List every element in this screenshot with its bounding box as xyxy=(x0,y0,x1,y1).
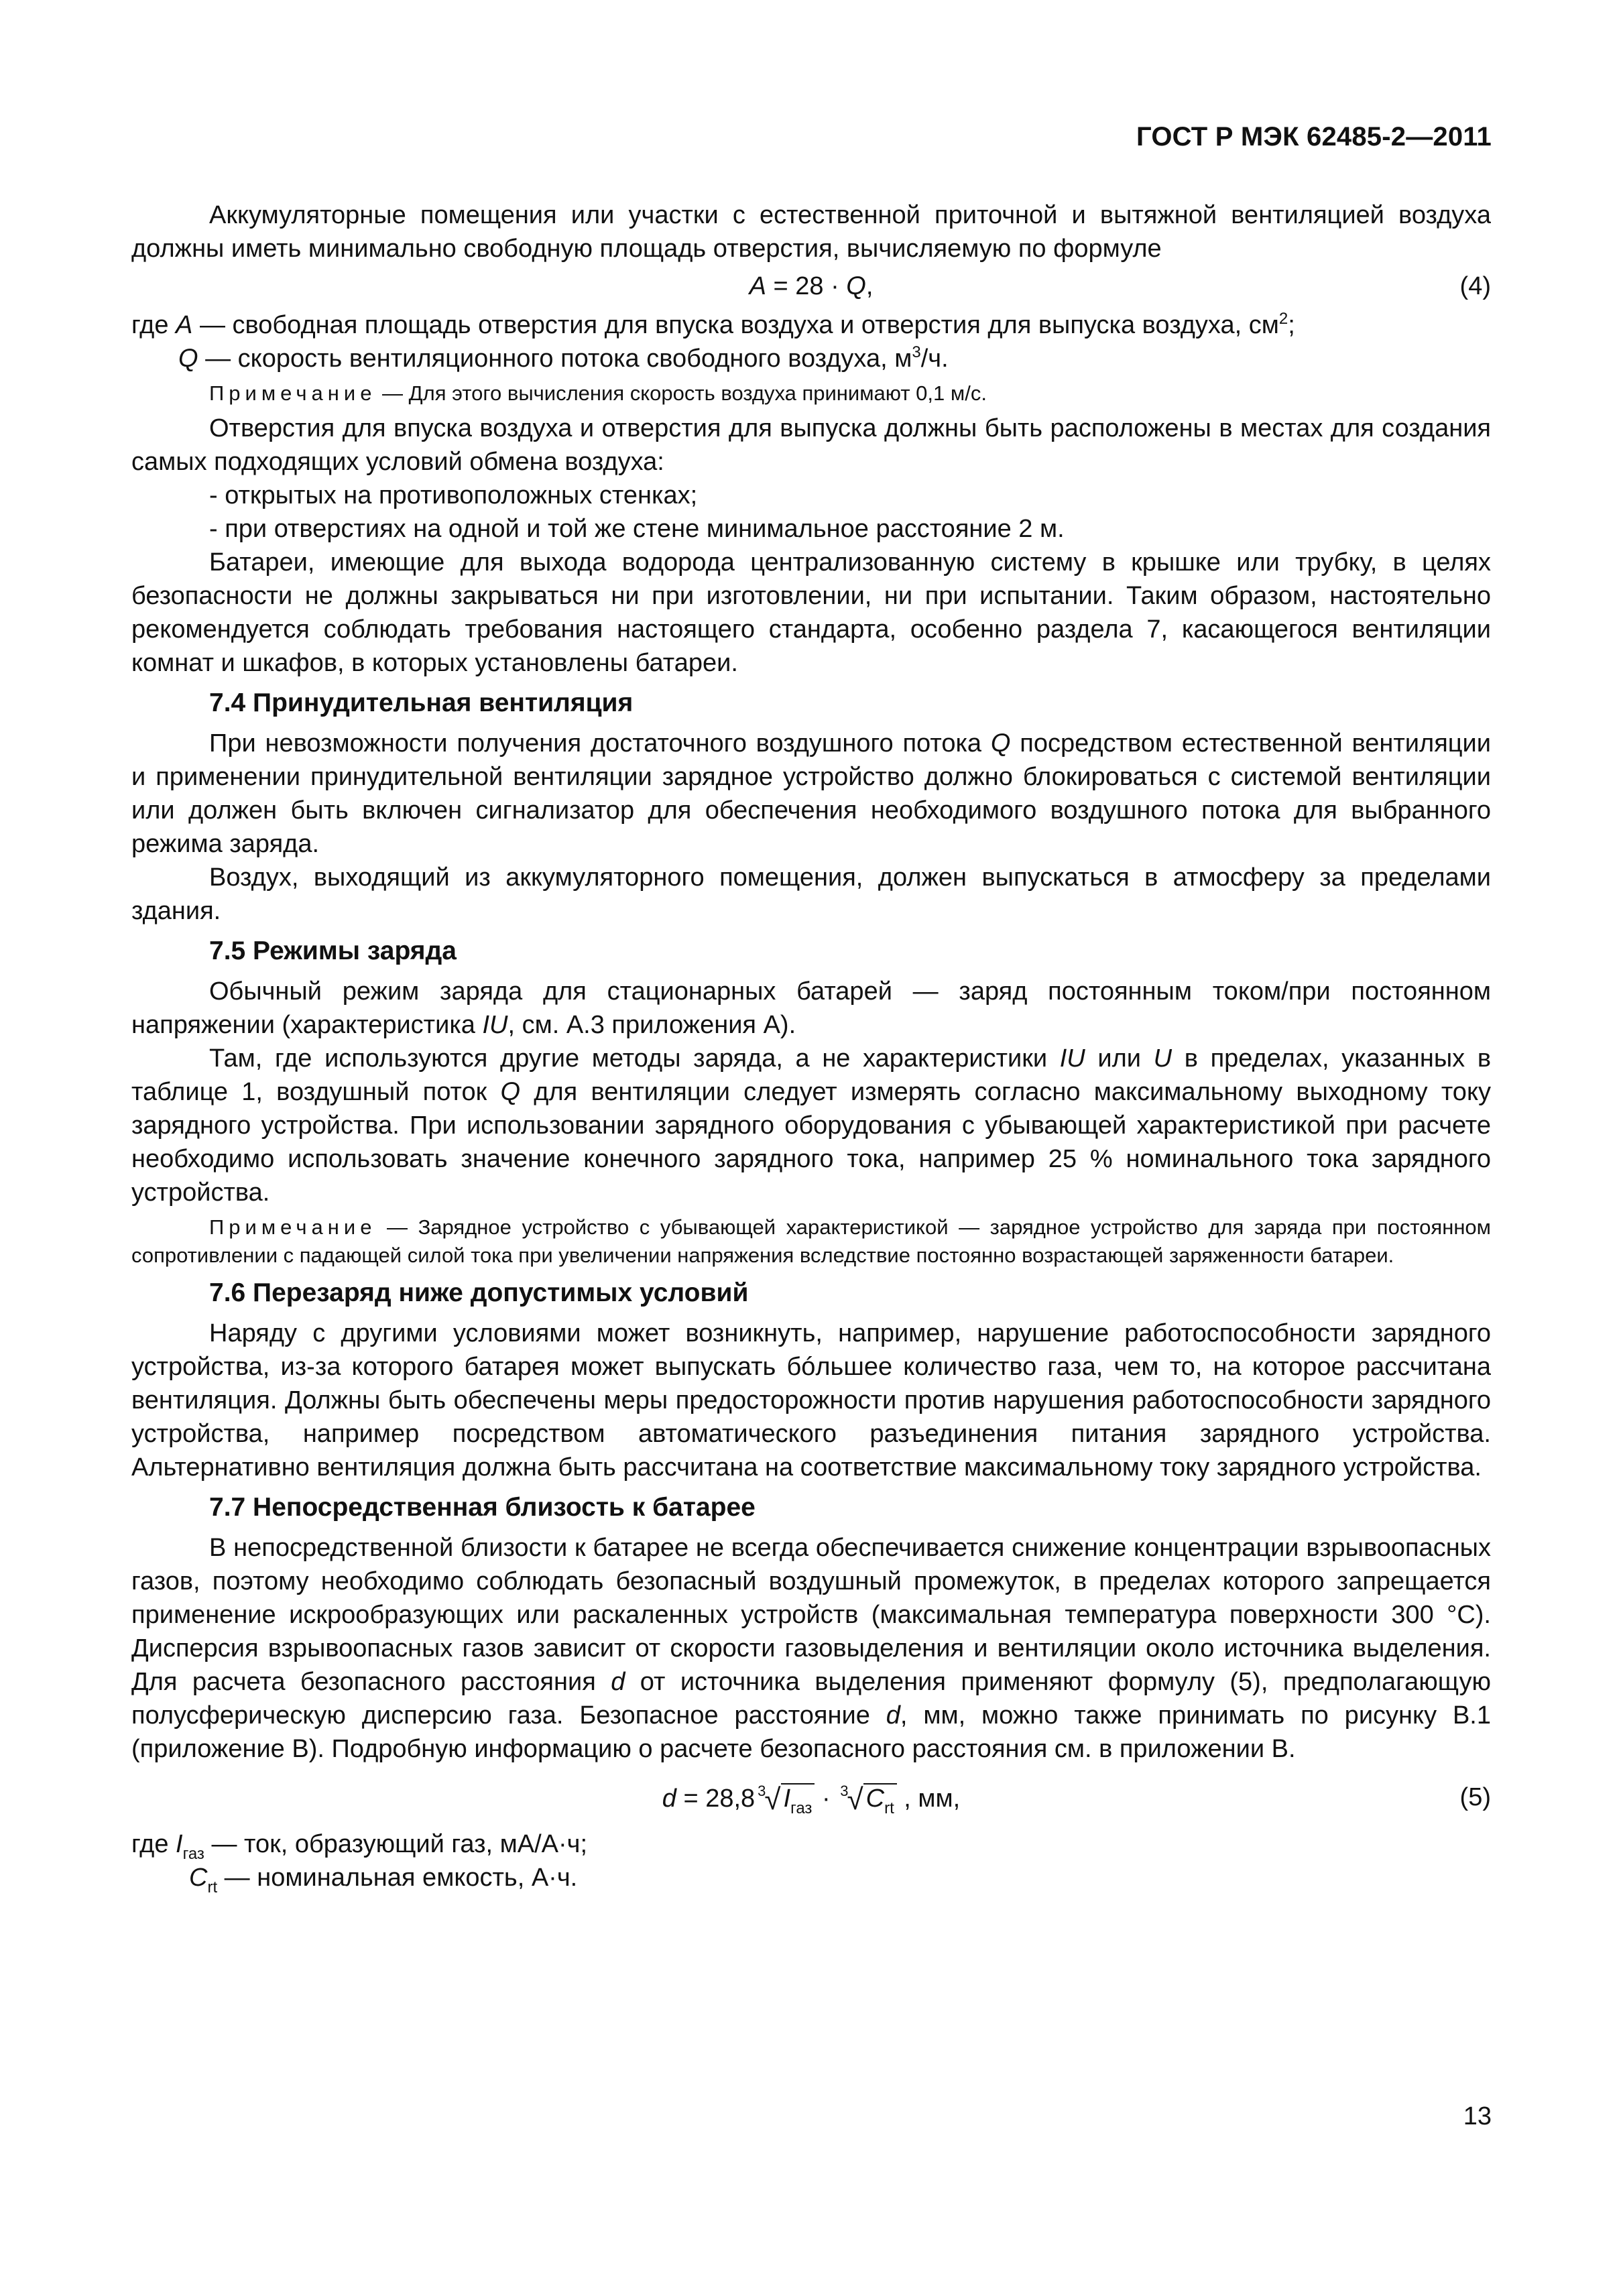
document-body xyxy=(131,198,1491,1894)
paragraph-exhaust-air: Воздух, выходящий из аккумуляторного помещения, должен выпускаться в атмосферу за пределами здания. xyxy=(131,863,1491,925)
paragraph-forced-ventilation: При невозможности получения достаточного воздушного потока Q посредством естественной вентиляции и применении принудительной вентиляции зарядное устройство должно блокироваться с системой вентиляции или должен быть включен сигнализатор для обеспечения необходимого воздушного потока для выбранного режима заряда. xyxy=(131,729,1491,858)
note-2-text: — Зарядное устройство с убывающей характеристикой — зарядное устройство для заряда при постоянном сопротивлении с падающей силой тока при увеличении напряжения вследствие постоянно возрастающей заряженности батареи. xyxy=(131,1215,1491,1267)
legend-row-q xyxy=(131,342,1491,375)
root-radicand-current xyxy=(781,1783,815,1817)
section-heading-7-7: 7.7 Непосредственная близость к батарее xyxy=(209,1493,756,1522)
list-item-same-wall: - при отверстиях на одной и той же стене минимальное расстояние 2 м. xyxy=(209,515,1065,543)
paragraph-charge-mode: Обычный режим заряда для стационарных батарей — заряд постоянным током/при постоянном напряжении (характеристика IU, см. А.3 приложения А). xyxy=(131,977,1491,1039)
document-header: ГОСТ Р МЭК 62485-2—2011 xyxy=(1136,122,1492,152)
formula-4-expression xyxy=(131,267,1491,306)
formula-5-number: (5) xyxy=(1459,1783,1491,1811)
formula-5-lhs: d xyxy=(662,1785,676,1813)
formula-5-eq: = 28,8 xyxy=(676,1785,756,1813)
legend-end-q: /ч. xyxy=(920,345,949,373)
legend-lead: где xyxy=(131,311,169,339)
legend-lead: где xyxy=(131,1830,169,1858)
legend-symbol-i: I xyxy=(176,1830,183,1858)
legend-text-a: — свободная площадь отверстия для впуска воздуха и отверстия для выпуска воздуха, см xyxy=(192,311,1279,339)
paragraph-centralized-system: Батареи, имеющие для выхода водорода централизованную систему в крышке или трубку, в целях безопасности не должны закрываться ни при изготовлении, ни при испытании. Таким образом, настоятельно рекомендуется соблюдать требования настоящего стандарта, особенно раздела 7, касающегося вентиляции комнат и шкафов, в которых установлены батареи. xyxy=(131,548,1491,677)
paragraph-other-methods: Там, где используются другие методы заряда, а не характеристики IU или U в пределах, указанных в таблице 1, воздушный поток Q для вентиляции следует измерять согласно максимальному выходному току зарядного устройства. При использовании зарядного оборудования с убывающей характеристикой при расчете необходимо использовать значение конечного зарядного тока, например 25 % номинального тока зарядного устройства. xyxy=(131,1044,1492,1207)
legend-row-c xyxy=(131,1861,1491,1894)
legend-row-a xyxy=(131,308,1491,342)
note-1-label: Примечание xyxy=(209,381,377,405)
legend-unit-sup-a: 2 xyxy=(1278,310,1288,328)
note-1-text: — Для этого вычисления скорость воздуха принимают 0,1 м/с. xyxy=(376,381,987,405)
formula-4-tail: , xyxy=(865,272,874,300)
formula-4-lhs: A xyxy=(749,272,766,300)
legend-text-i: — ток, образующий газ, мА/А·ч; xyxy=(204,1830,588,1858)
legend-text-c: — номинальная емкость, А·ч. xyxy=(217,1864,578,1892)
legend-row-i xyxy=(131,1827,1491,1861)
legend-symbol-c: C xyxy=(189,1864,208,1892)
root-radicand-capacity xyxy=(863,1783,897,1817)
symbol-i-sub: газ xyxy=(790,1799,813,1817)
symbol-c: C xyxy=(865,1785,885,1813)
formula-4-mid: = 28 · xyxy=(766,272,847,300)
legend-symbol-c-sub: rt xyxy=(207,1878,218,1896)
note-2-label: Примечание xyxy=(209,1215,377,1239)
legend-symbol-i-sub: газ xyxy=(182,1845,204,1863)
formula-5-legend xyxy=(131,1827,1491,1894)
formula-5-tail: , мм, xyxy=(896,1785,961,1813)
paragraph-natural-ventilation: Аккумуляторные помещения или участки с естественной приточной и вытяжной вентиляцией воздуха должны иметь минимально свободную площадь отверстия, вычисляемую по формуле xyxy=(131,201,1491,263)
formula-4-q: Q xyxy=(846,272,866,300)
page-number: 13 xyxy=(1463,2102,1492,2130)
root-symbol: √ xyxy=(764,1783,781,1816)
paragraph-openings: Отверстия для впуска воздуха и отверстия для выпуска должны быть расположены в местах для создания самых подходящих условий обмена воздуха: xyxy=(131,414,1491,476)
formula-5 xyxy=(131,1772,1491,1822)
section-heading-7-5: 7.5 Режимы заряда xyxy=(209,936,457,965)
formula-5-dot: · xyxy=(815,1785,838,1813)
list-item-opposite-walls: - открытых на противоположных стенках; xyxy=(209,481,698,509)
legend-symbol-q: Q xyxy=(178,345,198,373)
legend-text-q: — скорость вентиляционного потока свободного воздуха, м xyxy=(198,345,912,373)
formula-4-number: (4) xyxy=(1459,272,1491,300)
paragraph-overcharge: Наряду с другими условиями может возникнуть, например, нарушение работоспособности зарядного устройства, из-за которого батарея может выпускать бóльшее количество газа, чем то, на которое рассчитана вентиляция. Должны быть обеспечены меры предосторожности против нарушения работоспособности зарядного устройства, например посредством автоматического разъединения питания зарядного устройства. Альтернативно вентиляция должна быть рассчитана на соответствие максимальному току зарядного устройства. xyxy=(131,1319,1491,1482)
legend-unit-sup-q: 3 xyxy=(912,343,921,361)
root-index: 3 xyxy=(758,1783,766,1799)
note-2 xyxy=(131,1213,1491,1270)
formula-4-legend xyxy=(131,308,1491,375)
symbol-c-sub: rt xyxy=(884,1799,894,1817)
root-symbol: √ xyxy=(847,1783,863,1816)
section-heading-7-6: 7.6 Перезаряд ниже допустимых условий xyxy=(209,1278,749,1307)
cube-root-capacity xyxy=(837,1772,897,1827)
note-1 xyxy=(131,379,1491,408)
formula-5-expression xyxy=(131,1772,1491,1827)
legend-symbol-a: A xyxy=(176,311,193,339)
legend-end-a: ; xyxy=(1288,311,1295,339)
paragraph-proximity: В непосредственной близости к батарее не всегда обеспечивается снижение концентрации взрывоопасных газов, поэтому необходимо соблюдать безопасный воздушный промежуток, в пределах которого запрещается применение искрообразующих или раскаленных устройств (максимальная температура поверхности 300 °С). Дисперсия взрывоопасных газов зависит от скорости газовыделения и вентиляции около источника выделения. Для расчета безопасного расстояния d от источника выделения применяют формулу (5), предполагающую полусферическую дисперсию газа. Безопасное расстояние d, мм, можно также принимать по рисунку В.1 (приложение В). Подробную информацию о расчете безопасного расстояния см. в приложении В. xyxy=(131,1534,1491,1763)
root-index: 3 xyxy=(840,1783,849,1799)
formula-4 xyxy=(131,267,1491,306)
section-heading-7-4: 7.4 Принудительная вентиляция xyxy=(209,688,634,717)
cube-root-current xyxy=(755,1772,815,1827)
symbol-i: I xyxy=(783,1785,791,1813)
